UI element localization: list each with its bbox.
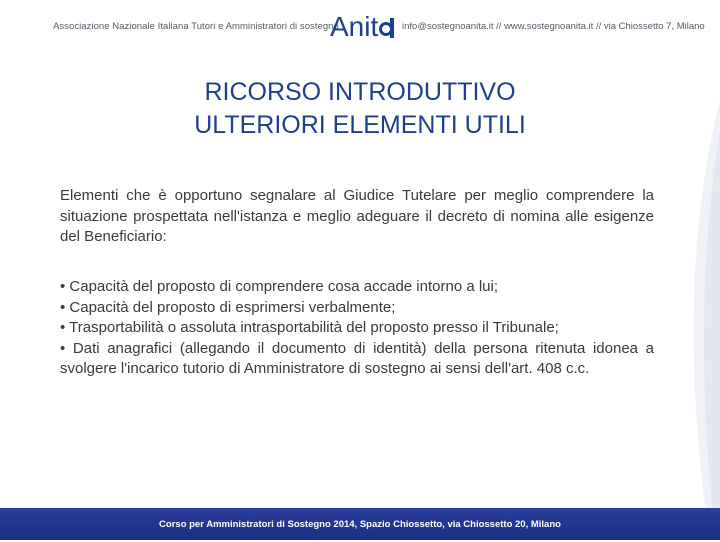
bullet-item: • Capacità del proposto di comprendere cosa accade intorno a lui; [60, 278, 499, 295]
title-line-2: ULTERIORI ELEMENTI UTILI [194, 111, 526, 139]
title-line-1: RICORSO INTRODUTTIVO [204, 78, 516, 106]
logo-a-mark-icon [379, 20, 395, 38]
contact-info: info@sostegnoanita.it // www.sostegnoanita.it // via Chiossetto 7, Milano [402, 21, 705, 32]
bullet-item: • Trasportabilità o assoluta intrasportabilità del proposto presso il Tribunale; [60, 319, 559, 336]
decorative-swoosh-icon [680, 100, 720, 530]
association-name: Associazione Nazionale Italiana Tutori e Amministratori di sostegno [53, 21, 339, 32]
slide-footer [0, 508, 720, 540]
slide-title [40, 76, 680, 142]
slide-header [0, 0, 720, 60]
bullet-item: • Dati anagrafici (allegando il documento di identità) della persona ritenuta idonea a svolgere l'incarico tutorio di Amministratore di sostegno ai sensi dell'art. 408 c.c. [60, 339, 654, 377]
intro-text: Elementi che è opportuno segnalare al Giudice Tutelare per meglio comprendere la situazione prospettata nell'istanza e meglio adeguare il decreto di nomina alle esigenze del Beneficiario: [60, 187, 654, 245]
bullet-item: • Capacità del proposto di esprimersi verbalmente; [60, 298, 396, 316]
logo-text: Anit [330, 11, 379, 42]
footer-text: Corso per Amministratori di Sostegno 2014, Spazio Chiossetto, via Chiossetto 20, Milano [159, 519, 561, 530]
intro-paragraph [60, 186, 654, 248]
anita-logo [330, 8, 395, 42]
bullet-list [60, 277, 654, 380]
